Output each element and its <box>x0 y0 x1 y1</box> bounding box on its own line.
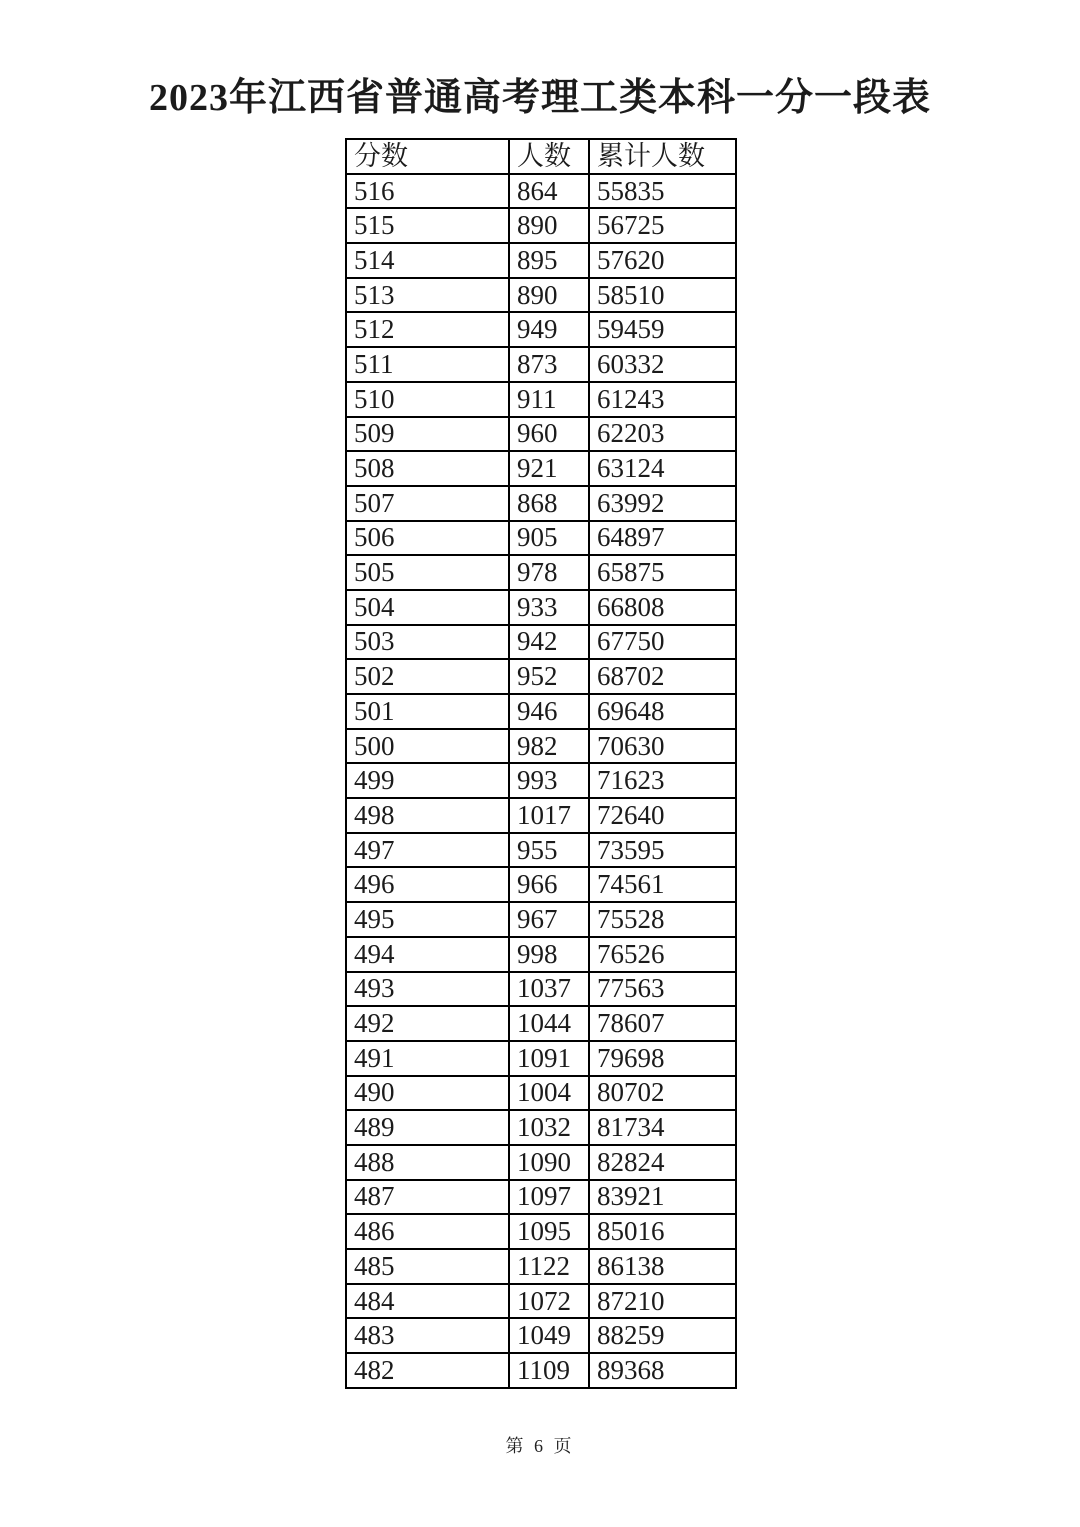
table-header-row <box>346 139 736 174</box>
table-row <box>346 208 736 243</box>
table-row <box>346 451 736 486</box>
cumulative-count-cell: 61243 <box>589 382 736 417</box>
cumulative-count-cell: 74561 <box>589 867 736 902</box>
cumulative-count-cell: 60332 <box>589 347 736 382</box>
count-cell: 895 <box>509 243 589 278</box>
count-cell: 993 <box>509 763 589 798</box>
cumulative-count-cell: 70630 <box>589 729 736 764</box>
table-row <box>346 417 736 452</box>
score-cell: 497 <box>346 833 509 868</box>
page-number: 第 6 页 <box>505 1436 575 1456</box>
score-cell: 501 <box>346 694 509 729</box>
score-cell: 496 <box>346 867 509 902</box>
count-cell: 890 <box>509 208 589 243</box>
cumulative-count-header: 累计人数 <box>589 139 736 174</box>
table-row <box>346 729 736 764</box>
count-cell: 942 <box>509 625 589 660</box>
count-cell: 1004 <box>509 1076 589 1111</box>
score-cell: 512 <box>346 312 509 347</box>
table-row <box>346 833 736 868</box>
table-row <box>346 937 736 972</box>
count-cell: 921 <box>509 451 589 486</box>
score-cell: 509 <box>346 417 509 452</box>
table-row <box>346 486 736 521</box>
cumulative-count-cell: 77563 <box>589 972 736 1007</box>
cumulative-count-cell: 59459 <box>589 312 736 347</box>
score-cell: 489 <box>346 1110 509 1145</box>
cumulative-count-cell: 64897 <box>589 521 736 556</box>
count-header: 人数 <box>509 139 589 174</box>
count-cell: 890 <box>509 278 589 313</box>
table-row <box>346 694 736 729</box>
count-cell: 1049 <box>509 1318 589 1353</box>
table-row <box>346 867 736 902</box>
score-cell: 492 <box>346 1006 509 1041</box>
cumulative-count-cell: 67750 <box>589 625 736 660</box>
score-cell: 485 <box>346 1249 509 1284</box>
table-row <box>346 1076 736 1111</box>
table-row <box>346 798 736 833</box>
score-cell: 495 <box>346 902 509 937</box>
count-cell: 1090 <box>509 1145 589 1180</box>
table-row <box>346 972 736 1007</box>
count-cell: 1032 <box>509 1110 589 1145</box>
score-cell: 516 <box>346 174 509 209</box>
cumulative-count-cell: 73595 <box>589 833 736 868</box>
count-cell: 982 <box>509 729 589 764</box>
table-row <box>346 1180 736 1215</box>
table-row <box>346 1145 736 1180</box>
score-cell: 490 <box>346 1076 509 1111</box>
score-cell: 486 <box>346 1214 509 1249</box>
table-row <box>346 174 736 209</box>
cumulative-count-cell: 56725 <box>589 208 736 243</box>
score-cell: 514 <box>346 243 509 278</box>
score-cell: 499 <box>346 763 509 798</box>
cumulative-count-cell: 85016 <box>589 1214 736 1249</box>
table-row <box>346 763 736 798</box>
table-row <box>346 312 736 347</box>
cumulative-count-cell: 55835 <box>589 174 736 209</box>
score-cell: 507 <box>346 486 509 521</box>
cumulative-count-cell: 89368 <box>589 1353 736 1388</box>
cumulative-count-cell: 88259 <box>589 1318 736 1353</box>
score-cell: 503 <box>346 625 509 660</box>
count-cell: 905 <box>509 521 589 556</box>
table-row <box>346 1249 736 1284</box>
score-cell: 513 <box>346 278 509 313</box>
table-row <box>346 347 736 382</box>
count-cell: 868 <box>509 486 589 521</box>
score-cell: 483 <box>346 1318 509 1353</box>
count-cell: 1017 <box>509 798 589 833</box>
score-cell: 494 <box>346 937 509 972</box>
cumulative-count-cell: 68702 <box>589 659 736 694</box>
table-row <box>346 1353 736 1388</box>
score-cell: 488 <box>346 1145 509 1180</box>
count-cell: 1091 <box>509 1041 589 1076</box>
score-header: 分数 <box>346 139 509 174</box>
score-cell: 491 <box>346 1041 509 1076</box>
score-cell: 498 <box>346 798 509 833</box>
cumulative-count-cell: 86138 <box>589 1249 736 1284</box>
score-cell: 487 <box>346 1180 509 1215</box>
count-cell: 1095 <box>509 1214 589 1249</box>
cumulative-count-cell: 82824 <box>589 1145 736 1180</box>
count-cell: 1037 <box>509 972 589 1007</box>
count-cell: 998 <box>509 937 589 972</box>
table-row <box>346 521 736 556</box>
count-cell: 978 <box>509 555 589 590</box>
cumulative-count-cell: 72640 <box>589 798 736 833</box>
cumulative-count-cell: 63992 <box>589 486 736 521</box>
cumulative-count-cell: 62203 <box>589 417 736 452</box>
count-cell: 1109 <box>509 1353 589 1388</box>
score-cell: 493 <box>346 972 509 1007</box>
cumulative-count-cell: 58510 <box>589 278 736 313</box>
count-cell: 949 <box>509 312 589 347</box>
score-cell: 506 <box>346 521 509 556</box>
table-row <box>346 1006 736 1041</box>
table-row <box>346 278 736 313</box>
score-cell: 508 <box>346 451 509 486</box>
score-cell: 515 <box>346 208 509 243</box>
score-cell: 505 <box>346 555 509 590</box>
score-distribution-table <box>345 138 737 1389</box>
table-row <box>346 1318 736 1353</box>
cumulative-count-cell: 75528 <box>589 902 736 937</box>
cumulative-count-cell: 80702 <box>589 1076 736 1111</box>
table-body <box>346 174 736 1388</box>
table-row <box>346 243 736 278</box>
table-row <box>346 625 736 660</box>
count-cell: 952 <box>509 659 589 694</box>
table-row <box>346 555 736 590</box>
table-row <box>346 902 736 937</box>
count-cell: 864 <box>509 174 589 209</box>
score-cell: 502 <box>346 659 509 694</box>
table-row <box>346 382 736 417</box>
table-row <box>346 1041 736 1076</box>
cumulative-count-cell: 71623 <box>589 763 736 798</box>
cumulative-count-cell: 57620 <box>589 243 736 278</box>
score-cell: 510 <box>346 382 509 417</box>
score-cell: 504 <box>346 590 509 625</box>
table-row <box>346 1284 736 1319</box>
cumulative-count-cell: 83921 <box>589 1180 736 1215</box>
count-cell: 1097 <box>509 1180 589 1215</box>
table-header <box>346 139 736 174</box>
score-cell: 511 <box>346 347 509 382</box>
score-cell: 500 <box>346 729 509 764</box>
page-title: 2023年江西省普通高考理工类本科一分一段表 <box>148 77 931 119</box>
cumulative-count-cell: 79698 <box>589 1041 736 1076</box>
cumulative-count-cell: 66808 <box>589 590 736 625</box>
count-cell: 933 <box>509 590 589 625</box>
count-cell: 1072 <box>509 1284 589 1319</box>
count-cell: 955 <box>509 833 589 868</box>
cumulative-count-cell: 78607 <box>589 1006 736 1041</box>
count-cell: 960 <box>509 417 589 452</box>
score-cell: 484 <box>346 1284 509 1319</box>
score-cell: 482 <box>346 1353 509 1388</box>
cumulative-count-cell: 65875 <box>589 555 736 590</box>
table-row <box>346 590 736 625</box>
table-row <box>346 1110 736 1145</box>
count-cell: 967 <box>509 902 589 937</box>
count-cell: 1044 <box>509 1006 589 1041</box>
table-row <box>346 659 736 694</box>
cumulative-count-cell: 69648 <box>589 694 736 729</box>
cumulative-count-cell: 76526 <box>589 937 736 972</box>
count-cell: 1122 <box>509 1249 589 1284</box>
count-cell: 911 <box>509 382 589 417</box>
count-cell: 946 <box>509 694 589 729</box>
table-row <box>346 1214 736 1249</box>
count-cell: 966 <box>509 867 589 902</box>
count-cell: 873 <box>509 347 589 382</box>
cumulative-count-cell: 63124 <box>589 451 736 486</box>
cumulative-count-cell: 81734 <box>589 1110 736 1145</box>
cumulative-count-cell: 87210 <box>589 1284 736 1319</box>
